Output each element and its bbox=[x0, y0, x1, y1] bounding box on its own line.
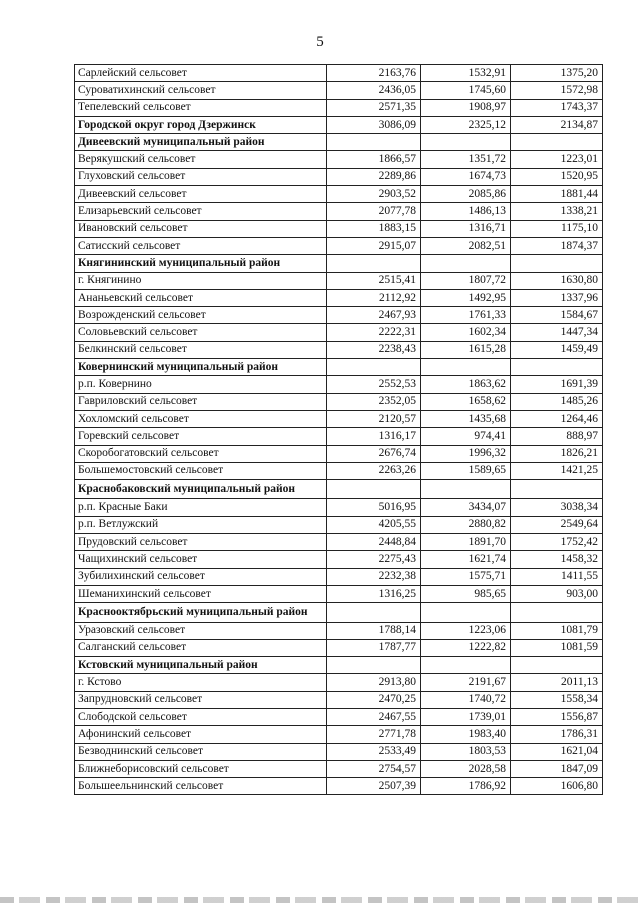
row-value-1-cell: 2467,93 bbox=[327, 307, 421, 324]
table-row bbox=[75, 428, 603, 445]
table-body bbox=[75, 65, 603, 795]
table-row bbox=[75, 82, 603, 99]
table-row bbox=[75, 186, 603, 203]
table-row bbox=[75, 585, 603, 602]
row-value-2-cell: 1589,65 bbox=[421, 462, 511, 479]
row-value-1-cell: 2448,84 bbox=[327, 534, 421, 551]
row-value-2-cell: 1222,82 bbox=[421, 639, 511, 656]
row-value-2-cell: 1658,62 bbox=[421, 393, 511, 410]
row-name-cell: Глуховский сельсовет bbox=[75, 168, 327, 185]
table-row bbox=[75, 341, 603, 358]
row-name-cell: Ближнеборисовский сельсовет bbox=[75, 760, 327, 777]
row-value-2-cell bbox=[421, 255, 511, 272]
row-value-2-cell: 1803,53 bbox=[421, 743, 511, 760]
row-value-2-cell: 2028,58 bbox=[421, 760, 511, 777]
row-value-1-cell: 1316,25 bbox=[327, 585, 421, 602]
row-value-1-cell: 2120,57 bbox=[327, 410, 421, 427]
row-value-2-cell: 1983,40 bbox=[421, 726, 511, 743]
row-value-1-cell: 2467,55 bbox=[327, 708, 421, 725]
row-name-cell: Горевский сельсовет bbox=[75, 428, 327, 445]
table-row bbox=[75, 568, 603, 585]
table-row bbox=[75, 445, 603, 462]
row-name-cell: Слободской сельсовет bbox=[75, 708, 327, 725]
row-value-2-cell: 2325,12 bbox=[421, 116, 511, 133]
row-value-1-cell: 2533,49 bbox=[327, 743, 421, 760]
row-value-2-cell: 3434,07 bbox=[421, 499, 511, 516]
row-value-3-cell: 1621,04 bbox=[511, 743, 603, 760]
row-value-2-cell: 1223,06 bbox=[421, 622, 511, 639]
row-value-2-cell: 1761,33 bbox=[421, 307, 511, 324]
row-value-2-cell: 1996,32 bbox=[421, 445, 511, 462]
row-value-3-cell bbox=[511, 657, 603, 674]
row-value-3-cell: 1175,10 bbox=[511, 220, 603, 237]
row-name-cell: Хохломский сельсовет bbox=[75, 410, 327, 427]
row-value-1-cell: 2222,31 bbox=[327, 324, 421, 341]
row-value-2-cell: 1739,01 bbox=[421, 708, 511, 725]
row-value-1-cell: 1316,17 bbox=[327, 428, 421, 445]
row-name-cell: Белкинский сельсовет bbox=[75, 341, 327, 358]
table-row bbox=[75, 410, 603, 427]
row-value-2-cell: 1435,68 bbox=[421, 410, 511, 427]
scan-artifact bbox=[0, 897, 640, 903]
row-value-2-cell: 1908,97 bbox=[421, 99, 511, 116]
table-row bbox=[75, 760, 603, 777]
row-value-1-cell: 2232,38 bbox=[327, 568, 421, 585]
data-table bbox=[74, 64, 603, 795]
row-value-1-cell: 2470,25 bbox=[327, 691, 421, 708]
row-name-cell: Возрожденский сельсовет bbox=[75, 307, 327, 324]
row-name-cell: Ананьевский сельсовет bbox=[75, 289, 327, 306]
row-value-2-cell: 1351,72 bbox=[421, 151, 511, 168]
table-section-header-row bbox=[75, 359, 603, 376]
row-value-1-cell: 2238,43 bbox=[327, 341, 421, 358]
row-value-3-cell: 1520,95 bbox=[511, 168, 603, 185]
table-row bbox=[75, 151, 603, 168]
row-value-1-cell: 1788,14 bbox=[327, 622, 421, 639]
row-value-2-cell: 1316,71 bbox=[421, 220, 511, 237]
row-value-3-cell: 1421,25 bbox=[511, 462, 603, 479]
row-value-2-cell: 1492,95 bbox=[421, 289, 511, 306]
table-row bbox=[75, 99, 603, 116]
row-value-1-cell: 2913,80 bbox=[327, 674, 421, 691]
table-row bbox=[75, 639, 603, 656]
row-name-cell: Дивеевский сельсовет bbox=[75, 186, 327, 203]
table-row bbox=[75, 376, 603, 393]
row-name-cell: Городской округ город Дзержинск bbox=[75, 116, 327, 133]
table-row bbox=[75, 726, 603, 743]
row-value-3-cell bbox=[511, 359, 603, 376]
table-row bbox=[75, 203, 603, 220]
row-value-3-cell: 3038,34 bbox=[511, 499, 603, 516]
row-value-1-cell bbox=[327, 134, 421, 151]
table-row bbox=[75, 462, 603, 479]
row-name-cell: Суроватихинский сельсовет bbox=[75, 82, 327, 99]
row-value-3-cell: 1264,46 bbox=[511, 410, 603, 427]
row-value-1-cell bbox=[327, 480, 421, 499]
row-value-2-cell: 1674,73 bbox=[421, 168, 511, 185]
row-name-cell: Гавриловский сельсовет bbox=[75, 393, 327, 410]
row-value-2-cell: 1602,34 bbox=[421, 324, 511, 341]
row-name-cell: г. Кстово bbox=[75, 674, 327, 691]
row-name-cell: р.п. Ветлужский bbox=[75, 516, 327, 533]
table-row bbox=[75, 622, 603, 639]
row-value-1-cell: 1883,15 bbox=[327, 220, 421, 237]
row-value-2-cell bbox=[421, 359, 511, 376]
row-value-2-cell: 1740,72 bbox=[421, 691, 511, 708]
row-name-cell: р.п. Ковернино bbox=[75, 376, 327, 393]
row-value-2-cell bbox=[421, 134, 511, 151]
row-name-cell: Сарлейский сельсовет bbox=[75, 65, 327, 82]
table-row bbox=[75, 307, 603, 324]
row-name-cell: Дивеевский муниципальный район bbox=[75, 134, 327, 151]
row-value-3-cell bbox=[511, 255, 603, 272]
table-section-header-row bbox=[75, 134, 603, 151]
row-name-cell: Уразовский сельсовет bbox=[75, 622, 327, 639]
table-row bbox=[75, 220, 603, 237]
row-value-2-cell: 1786,92 bbox=[421, 778, 511, 795]
row-value-3-cell: 1556,87 bbox=[511, 708, 603, 725]
row-value-3-cell: 888,97 bbox=[511, 428, 603, 445]
row-value-1-cell: 2352,05 bbox=[327, 393, 421, 410]
row-value-1-cell: 2112,92 bbox=[327, 289, 421, 306]
table-row bbox=[75, 324, 603, 341]
table-row bbox=[75, 237, 603, 254]
row-value-2-cell: 1863,62 bbox=[421, 376, 511, 393]
table-row bbox=[75, 168, 603, 185]
row-value-2-cell: 1575,71 bbox=[421, 568, 511, 585]
row-value-2-cell: 1745,60 bbox=[421, 82, 511, 99]
row-name-cell: Запрудновский сельсовет bbox=[75, 691, 327, 708]
row-value-2-cell bbox=[421, 657, 511, 674]
row-value-3-cell: 1630,80 bbox=[511, 272, 603, 289]
row-value-3-cell: 1572,98 bbox=[511, 82, 603, 99]
row-value-3-cell: 1458,32 bbox=[511, 551, 603, 568]
table-row bbox=[75, 778, 603, 795]
row-value-1-cell: 2771,78 bbox=[327, 726, 421, 743]
table-row bbox=[75, 551, 603, 568]
row-value-3-cell: 1447,34 bbox=[511, 324, 603, 341]
row-value-3-cell: 1558,34 bbox=[511, 691, 603, 708]
row-name-cell: Краснооктябрьский муниципальный район bbox=[75, 603, 327, 622]
row-value-3-cell: 1375,20 bbox=[511, 65, 603, 82]
row-value-1-cell: 1866,57 bbox=[327, 151, 421, 168]
row-value-3-cell: 1786,31 bbox=[511, 726, 603, 743]
row-value-2-cell: 2082,51 bbox=[421, 237, 511, 254]
row-value-1-cell: 2163,76 bbox=[327, 65, 421, 82]
row-name-cell: Зубилихинский сельсовет bbox=[75, 568, 327, 585]
row-value-3-cell: 1337,96 bbox=[511, 289, 603, 306]
row-value-1-cell bbox=[327, 255, 421, 272]
row-value-1-cell: 4205,55 bbox=[327, 516, 421, 533]
row-value-2-cell: 2191,67 bbox=[421, 674, 511, 691]
row-value-2-cell: 1891,70 bbox=[421, 534, 511, 551]
row-value-1-cell: 2507,39 bbox=[327, 778, 421, 795]
table-row bbox=[75, 708, 603, 725]
row-name-cell: Салганский сельсовет bbox=[75, 639, 327, 656]
row-value-3-cell: 1743,37 bbox=[511, 99, 603, 116]
table-section-header-row bbox=[75, 603, 603, 622]
row-value-2-cell bbox=[421, 603, 511, 622]
table-section-header-row bbox=[75, 116, 603, 133]
row-value-1-cell: 2915,07 bbox=[327, 237, 421, 254]
row-value-2-cell: 2880,82 bbox=[421, 516, 511, 533]
table-section-header-row bbox=[75, 480, 603, 499]
row-name-cell: Шеманихинский сельсовет bbox=[75, 585, 327, 602]
row-value-3-cell: 1874,37 bbox=[511, 237, 603, 254]
row-name-cell: Большемостовский сельсовет bbox=[75, 462, 327, 479]
table-row bbox=[75, 65, 603, 82]
table-row bbox=[75, 272, 603, 289]
row-value-3-cell: 903,00 bbox=[511, 585, 603, 602]
row-value-1-cell: 1787,77 bbox=[327, 639, 421, 656]
row-value-3-cell: 1081,59 bbox=[511, 639, 603, 656]
table-row bbox=[75, 393, 603, 410]
table-row bbox=[75, 499, 603, 516]
row-name-cell: Краснобаковский муниципальный район bbox=[75, 480, 327, 499]
row-name-cell: Верякушский сельсовет bbox=[75, 151, 327, 168]
row-value-2-cell: 985,65 bbox=[421, 585, 511, 602]
row-value-3-cell: 1338,21 bbox=[511, 203, 603, 220]
row-value-2-cell: 974,41 bbox=[421, 428, 511, 445]
row-value-2-cell: 1807,72 bbox=[421, 272, 511, 289]
table-row bbox=[75, 691, 603, 708]
row-value-1-cell: 5016,95 bbox=[327, 499, 421, 516]
row-value-3-cell: 2549,64 bbox=[511, 516, 603, 533]
row-value-1-cell: 2754,57 bbox=[327, 760, 421, 777]
row-name-cell: Ковернинский муниципальный район bbox=[75, 359, 327, 376]
row-value-3-cell: 1081,79 bbox=[511, 622, 603, 639]
row-name-cell: Прудовский сельсовет bbox=[75, 534, 327, 551]
row-name-cell: Соловьевский сельсовет bbox=[75, 324, 327, 341]
row-name-cell: Афонинский сельсовет bbox=[75, 726, 327, 743]
row-name-cell: Большеельнинский сельсовет bbox=[75, 778, 327, 795]
row-value-1-cell: 3086,09 bbox=[327, 116, 421, 133]
row-value-3-cell: 1485,26 bbox=[511, 393, 603, 410]
table-row bbox=[75, 534, 603, 551]
row-value-1-cell: 2275,43 bbox=[327, 551, 421, 568]
row-value-1-cell: 2515,41 bbox=[327, 272, 421, 289]
row-value-1-cell bbox=[327, 603, 421, 622]
row-value-1-cell: 2436,05 bbox=[327, 82, 421, 99]
row-name-cell: Елизарьевский сельсовет bbox=[75, 203, 327, 220]
row-value-2-cell: 1615,28 bbox=[421, 341, 511, 358]
row-value-1-cell bbox=[327, 359, 421, 376]
row-value-2-cell: 2085,86 bbox=[421, 186, 511, 203]
row-name-cell: Тепелевский сельсовет bbox=[75, 99, 327, 116]
row-name-cell: Княгининский муниципальный район bbox=[75, 255, 327, 272]
row-name-cell: Сатисский сельсовет bbox=[75, 237, 327, 254]
row-value-1-cell: 2676,74 bbox=[327, 445, 421, 462]
row-value-3-cell: 1606,80 bbox=[511, 778, 603, 795]
row-value-1-cell: 2077,78 bbox=[327, 203, 421, 220]
row-value-3-cell: 1752,42 bbox=[511, 534, 603, 551]
row-name-cell: г. Княгинино bbox=[75, 272, 327, 289]
row-value-2-cell: 1532,91 bbox=[421, 65, 511, 82]
row-value-3-cell: 2011,13 bbox=[511, 674, 603, 691]
row-value-1-cell bbox=[327, 657, 421, 674]
row-value-3-cell: 1584,67 bbox=[511, 307, 603, 324]
row-value-1-cell: 2289,86 bbox=[327, 168, 421, 185]
row-name-cell: Кстовский муниципальный район bbox=[75, 657, 327, 674]
row-value-3-cell: 1826,21 bbox=[511, 445, 603, 462]
row-value-3-cell bbox=[511, 480, 603, 499]
row-value-1-cell: 2552,53 bbox=[327, 376, 421, 393]
row-name-cell: р.п. Красные Баки bbox=[75, 499, 327, 516]
table-section-header-row bbox=[75, 255, 603, 272]
row-value-2-cell bbox=[421, 480, 511, 499]
row-value-3-cell: 1691,39 bbox=[511, 376, 603, 393]
row-value-1-cell: 2903,52 bbox=[327, 186, 421, 203]
row-name-cell: Безводнинский сельсовет bbox=[75, 743, 327, 760]
table-row bbox=[75, 743, 603, 760]
row-value-3-cell bbox=[511, 134, 603, 151]
row-value-3-cell bbox=[511, 603, 603, 622]
table-section-header-row bbox=[75, 657, 603, 674]
row-value-3-cell: 1459,49 bbox=[511, 341, 603, 358]
page-number: 5 bbox=[316, 34, 324, 50]
table-row bbox=[75, 516, 603, 533]
row-name-cell: Ивановский сельсовет bbox=[75, 220, 327, 237]
table-row bbox=[75, 674, 603, 691]
table-row bbox=[75, 289, 603, 306]
row-name-cell: Скоробогатовский сельсовет bbox=[75, 445, 327, 462]
row-value-1-cell: 2571,35 bbox=[327, 99, 421, 116]
row-value-3-cell: 1223,01 bbox=[511, 151, 603, 168]
row-value-2-cell: 1486,13 bbox=[421, 203, 511, 220]
row-value-3-cell: 1847,09 bbox=[511, 760, 603, 777]
row-value-3-cell: 2134,87 bbox=[511, 116, 603, 133]
row-value-1-cell: 2263,26 bbox=[327, 462, 421, 479]
row-value-3-cell: 1411,55 bbox=[511, 568, 603, 585]
row-name-cell: Чащихинский сельсовет bbox=[75, 551, 327, 568]
row-value-3-cell: 1881,44 bbox=[511, 186, 603, 203]
row-value-2-cell: 1621,74 bbox=[421, 551, 511, 568]
